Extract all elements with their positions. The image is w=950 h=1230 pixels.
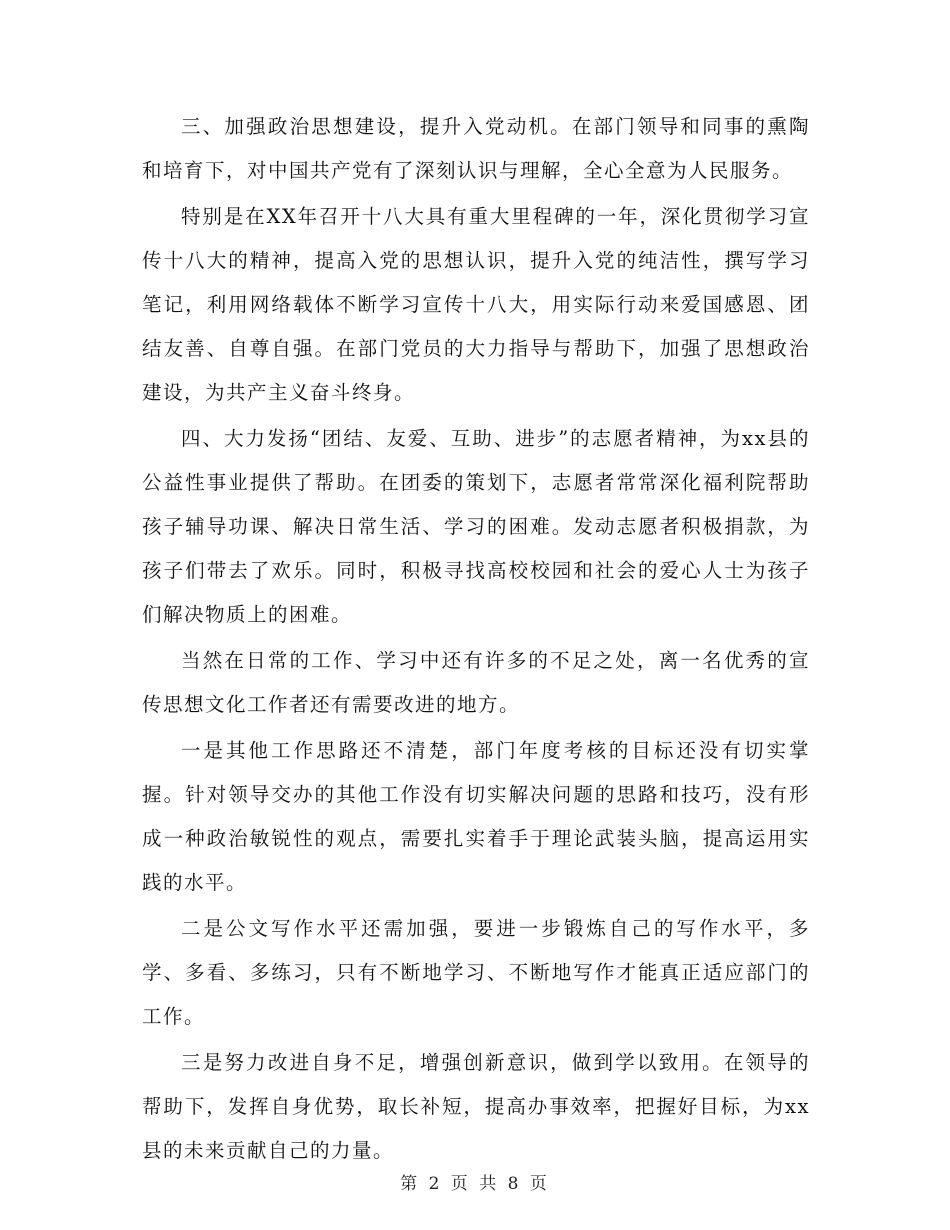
- paragraph-shortcoming-one: 一是其他工作思路还不清楚，部门年度考核的目标还没有切实掌握。针对领导交办的其他工作没有切实解决问题的思路和技巧，没有形成一种政治敏锐性的观点，需要扎实着手于理论武装头脑，提高运用实践的水平。: [142, 739, 810, 894]
- document-body: [142, 105, 810, 1175]
- paragraph-shortcomings-intro: 当然在日常的工作、学习中还有许多的不足之处，离一名优秀的宣传思想文化工作者还有需要改进的地方。: [142, 649, 810, 716]
- paragraph-shortcoming-three: 三是努力改进自身不足，增强创新意识，做到学以致用。在领导的帮助下，发挥自身优势，取长补短，提高办事效率，把握好目标，为xx县的未来贡献自己的力量。: [142, 1051, 810, 1162]
- paragraph-eighteenth-congress: 特别是在XX年召开十八大具有重大里程碑的一年，深化贯彻学习宣传十八大的精神，提高入党的思想认识，提升入党的纯洁性，撰写学习笔记，利用网络载体不断学习宣传十八大，用实际行动来爱国感恩、团结友善、自尊自强。在部门党员的大力指导与帮助下，加强了思想政治建设，为共产主义奋斗终身。: [142, 205, 810, 404]
- paragraph-political-thought: 三、加强政治思想建设，提升入党动机。在部门领导和同事的熏陶和培育下，对中国共产党有了深刻认识与理解，全心全意为人民服务。: [142, 115, 810, 182]
- paragraph-shortcoming-two: 二是公文写作水平还需加强，要进一步锻炼自己的写作水平，多学、多看、多练习，只有不断地学习、不断地写作才能真正适应部门的工作。: [142, 917, 810, 1028]
- page-number-footer: 第 2 页 共 8 页: [400, 1174, 550, 1194]
- paragraph-volunteer-spirit: 四、大力发扬“团结、友爱、互助、进步”的志愿者精神，为xx县的公益性事业提供了帮助。在团委的策划下，志愿者常常深化福利院帮助孩子辅导功课、解决日常生活、学习的困难。发动志愿者积极捐款，为孩子们带去了欢乐。同时，积极寻找高校校园和社会的爱心人士为孩子们解决物质上的困难。: [142, 427, 810, 626]
